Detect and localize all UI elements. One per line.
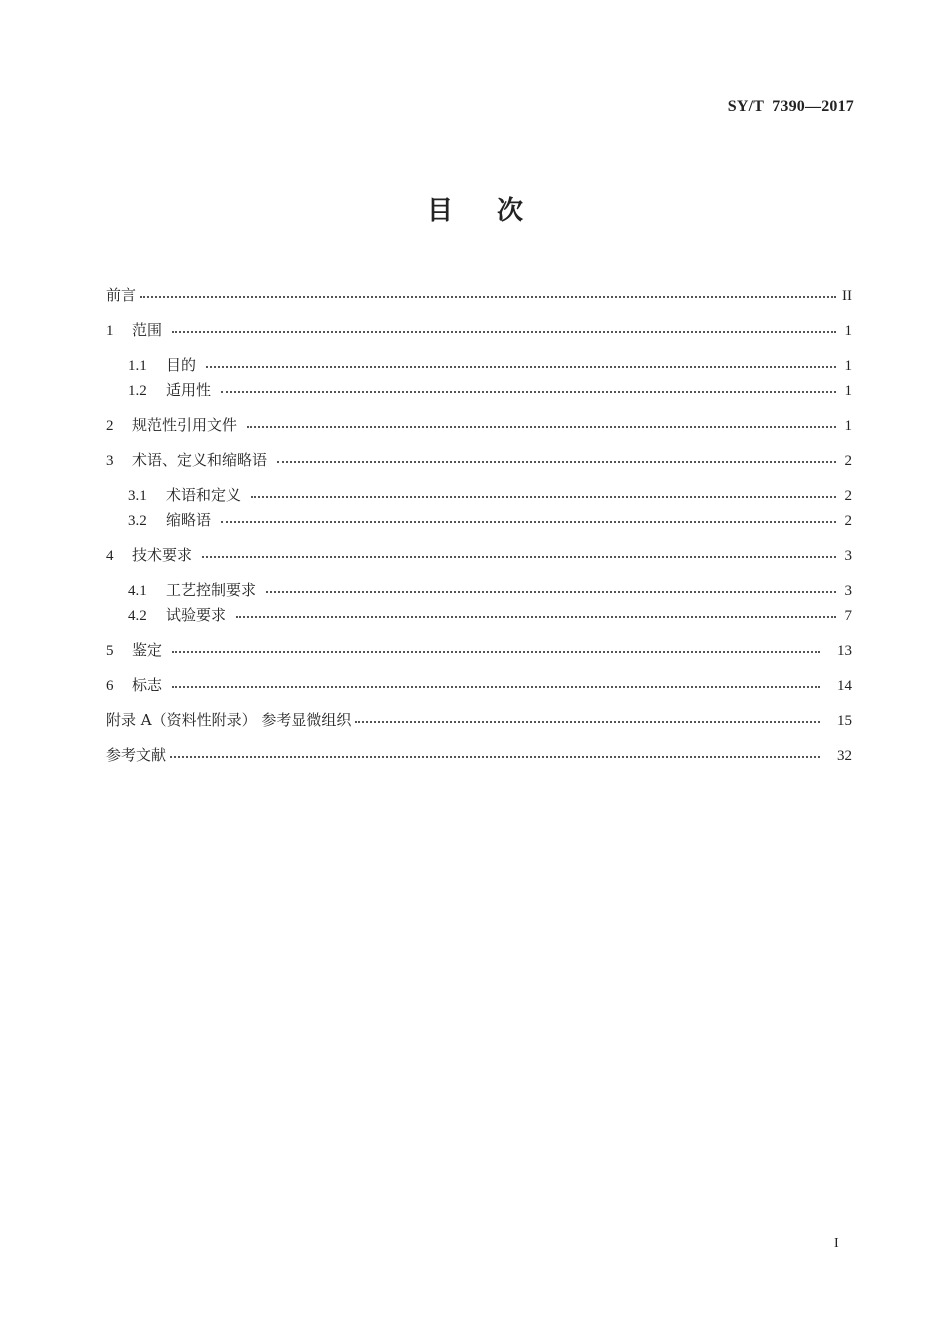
toc-entry-number: 1.2 [128,383,147,399]
dot-leader [355,721,820,723]
dot-leader [247,426,836,428]
dot-leader [202,556,836,558]
toc-entry-number: 1.1 [128,358,147,374]
dot-leader [221,521,836,523]
toc-entry-label: 适用性 [166,381,212,399]
dot-leader [172,651,820,653]
toc-entry-number: 3 [106,453,114,469]
toc-entry-page: 32 [837,748,852,764]
dot-leader [277,461,836,463]
dot-leader [170,756,820,758]
toc-entry-page: 2 [844,513,852,529]
toc-entry-label: 范围 [132,321,163,339]
toc-entry-label: 鉴定 [132,641,163,659]
toc-entry-label: 目的 [166,356,197,374]
toc-entry-label: 附录 A（资料性附录） 参考显微组织 [106,711,352,729]
toc-entry-process-control-requirements[interactable] [106,578,852,603]
toc-entry-page: 1 [844,358,852,374]
toc-entry-qualification[interactable] [106,638,852,663]
toc-entry-page: 1 [844,418,852,434]
dot-leader [266,591,836,593]
toc-entry-label: 技术要求 [132,546,193,564]
toc-entry-purpose[interactable] [106,353,852,378]
toc-entry-page: 14 [837,678,852,694]
standard-code: SY/T 7390—2017 [727,98,854,115]
toc-entry-normative-references[interactable] [106,413,852,438]
toc-entry-page: II [842,288,852,304]
toc-entry-marking[interactable] [106,673,852,698]
toc-entry-label: 术语、定义和缩略语 [132,451,268,469]
dot-leader [140,296,836,298]
toc-entry-page: 1 [844,323,852,339]
toc-entry-label: 参考文献 [106,746,167,764]
toc-entry-label: 缩略语 [166,511,212,529]
dot-leader [221,391,836,393]
toc-entry-number: 3.2 [128,513,147,529]
toc-entry-number: 4.1 [128,583,147,599]
toc-entry-page: 15 [837,713,852,729]
toc-entry-page: 2 [844,488,852,504]
toc-entry-foreword[interactable] [106,283,852,308]
toc-entry-page: 13 [837,643,852,659]
toc-entry-number: 6 [106,678,114,694]
toc-entry-page: 3 [844,583,852,599]
toc-entry-applicability[interactable] [106,378,852,403]
toc-entry-technical-requirements[interactable] [106,543,852,568]
toc-entry-label: 前言 [106,286,137,304]
toc-entry-number: 4.2 [128,608,147,624]
toc-entry-bibliography[interactable] [106,743,852,768]
toc-entry-number: 5 [106,643,114,659]
toc-entry-number: 1 [106,323,114,339]
toc-entry-label: 工艺控制要求 [166,581,257,599]
toc-title: 目次 [426,196,567,226]
toc-entry-number: 2 [106,418,114,434]
page-number: I [834,1236,839,1251]
toc-entry-terms-definitions[interactable] [106,483,852,508]
toc-entry-label: 标志 [132,676,163,694]
toc-entry-abbreviations[interactable] [106,508,852,533]
dot-leader [172,331,836,333]
toc-entry-label: 试验要求 [166,606,227,624]
toc-entry-page: 2 [844,453,852,469]
toc-entry-number: 3.1 [128,488,147,504]
dot-leader [236,616,836,618]
toc-entry-annex-a[interactable] [106,708,852,733]
dot-leader [206,366,836,368]
toc-entry-label: 术语和定义 [166,486,242,504]
table-of-contents [106,283,852,768]
toc-entry-number: 4 [106,548,114,564]
toc-entry-page: 7 [844,608,852,624]
toc-entry-test-requirements[interactable] [106,603,852,628]
toc-entry-label: 规范性引用文件 [132,416,238,434]
dot-leader [251,496,836,498]
toc-entry-terms-definitions-abbreviations[interactable] [106,448,852,473]
toc-entry-scope[interactable] [106,318,852,343]
toc-entry-page: 1 [844,383,852,399]
dot-leader [172,686,820,688]
toc-entry-page: 3 [844,548,852,564]
